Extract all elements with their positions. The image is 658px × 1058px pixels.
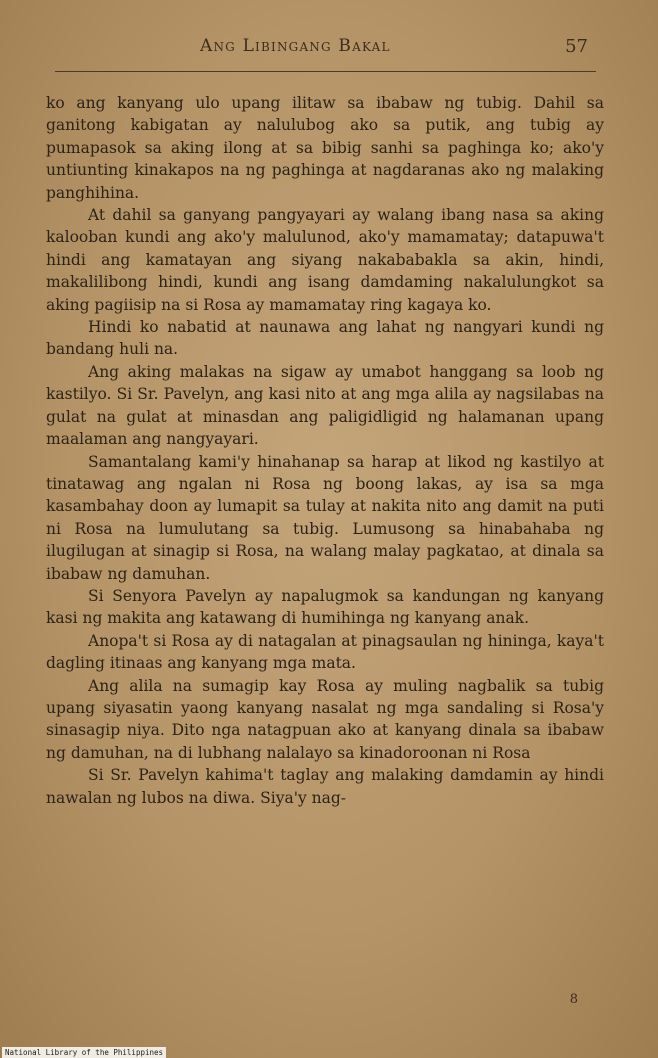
paragraph: Hindi ko nabatid at naunawa ang lahat ng nangyari kundi ng bandang huli na. bbox=[46, 318, 604, 359]
paragraph: Ang alila na sumagip kay Rosa ay muling nagbalik sa tubig upang siyasatin yaong kanyang nasalat ng mga sandaling si Rosa'y sinasagip niya. Dito nga natagpuan ako at kanyang dinala sa ibabaw ng damuhan, na di lubhang nalalayo sa kinadoroonan ni Rosa bbox=[46, 676, 604, 762]
library-footer: National Library of the Philippines bbox=[2, 1047, 166, 1058]
header-rule bbox=[55, 71, 596, 72]
signature-mark: 8 bbox=[569, 992, 578, 1007]
page-number: 57 bbox=[565, 36, 588, 57]
paragraph: Anopa't si Rosa ay di natagalan at pinagsaulan ng hininga, kaya't dagling itinaas ang kanyang mga mata. bbox=[46, 631, 604, 673]
paragraph: Si Senyora Pavelyn ay napalugmok sa kandungan ng kanyang kasi ng makita ang katawang di humihinga ng kanyang anak. bbox=[46, 586, 604, 628]
page-header bbox=[200, 36, 588, 66]
paragraph: At dahil sa ganyang pangyayari ay walang ibang nasa sa aking kalooban kundi ang ako'y malulunod, ako'y mamamatay; datapuwa't hindi ang kamatayan ang siyang nakababakla sa akin, hindi, makalilibong hindi, kundi ang isang damdaming nakalulungkot sa aking pagiisip na si Rosa ay mamamatay ring kagaya ko. bbox=[46, 206, 604, 314]
paragraph: Samantalang kami'y hinahanap sa harap at likod ng kastilyo at tinatawag ang ngalan ni Rosa ng boong lakas, ay isa sa mga kasambahay doon ay lumapit sa tulay at nakita nito ang damit na puti ni Rosa na lumulutang sa tubig. Lumusong sa hinabahaba ng ilugilugan at sinagip si Rosa, na walang malay pagkatao, at dinala sa ibabaw ng damuhan. bbox=[46, 452, 604, 583]
page-body bbox=[46, 92, 604, 809]
paragraph: Ang aking malakas na sigaw ay umabot hanggang sa loob ng kastilyo. Si Sr. Pavelyn, ang kasi nito at ang mga alila ay nagsilabas na gulat na gulat at minasdan ang paligidligid ng halamanan upang maalaman ang nangyayari. bbox=[46, 362, 604, 449]
paragraph: Si Sr. Pavelyn kahima't taglay ang malaking damdamin ay hindi nawalan ng lubos na diwa. Siya'y nag- bbox=[46, 766, 604, 807]
running-head: Ang Libingang Bakal bbox=[200, 36, 391, 56]
paragraph: ko ang kanyang ulo upang ilitaw sa ibabaw ng tubig. Dahil sa ganitong kabigatan ay nalulubog ako sa putik, ang tubig ay pumapasok sa aking ilong at sa bibig sanhi sa paghinga ko; ako'y untiunting kinakapos na ng paghinga at nagdaranas ako ng malaking panghihina. bbox=[46, 94, 604, 202]
